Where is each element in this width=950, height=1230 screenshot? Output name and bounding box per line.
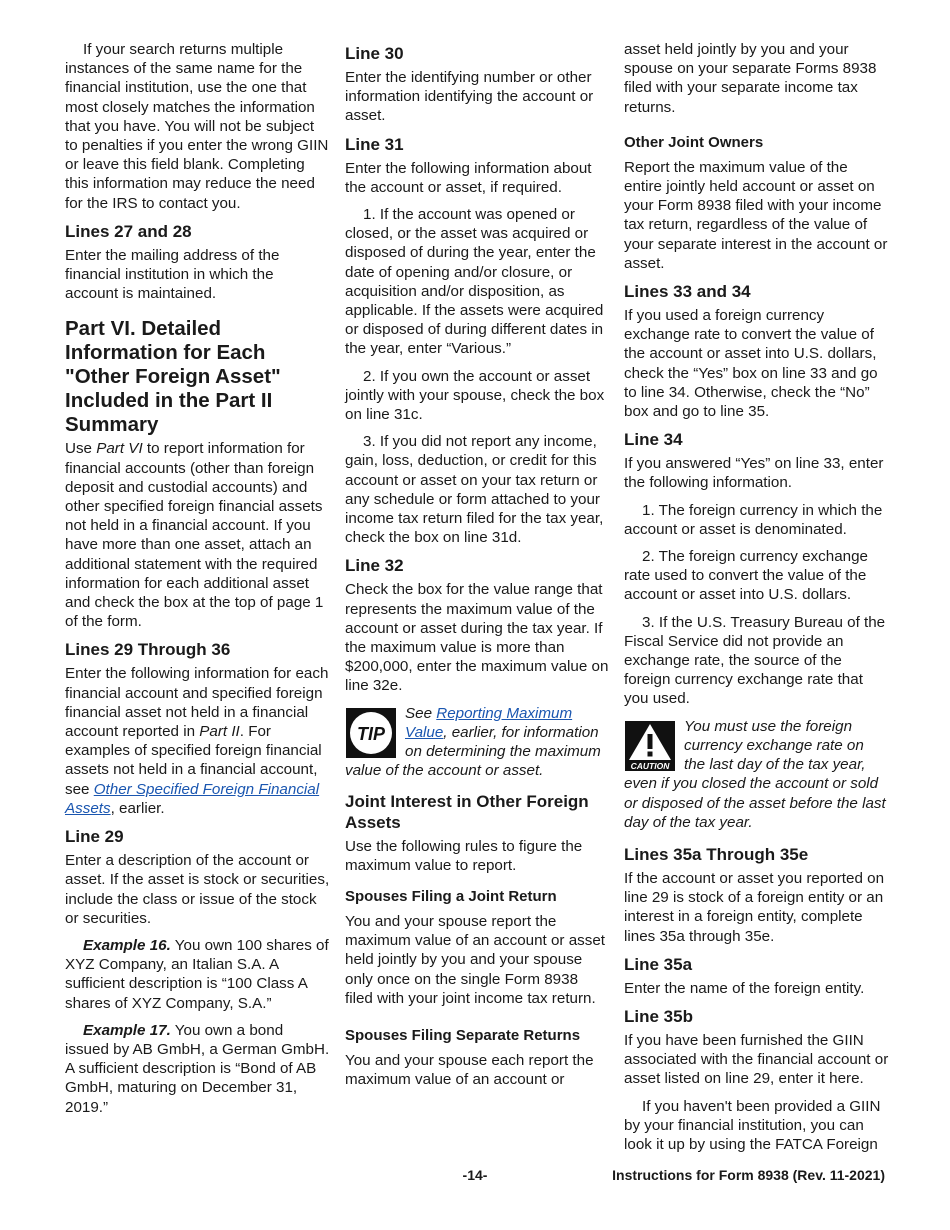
column-middle xyxy=(345,40,610,1097)
link-other-specified-foreign-financial-assets[interactable]: Other Specified Foreign Financial Assets xyxy=(65,780,320,817)
form-reference: Instructions for Form 8938 (Rev. 11-2021) xyxy=(612,1167,885,1183)
heading-lines-29-36: Lines 29 Through 36 xyxy=(65,640,231,660)
paragraph-line-31: Enter the following information about the account or asset, if required. xyxy=(345,159,592,196)
tip-icon xyxy=(345,707,397,759)
link-reporting-maximum-value[interactable]: Reporting Maximum Value xyxy=(405,704,573,741)
heading-part-vi: Part VI. Detailed Information for Each "Other Foreign Asset" Included in the Part II Summary xyxy=(65,317,281,437)
list-item: 3. If the U.S. Treasury Bureau of the Fiscal Service did not provide an exchange rate, the source of the foreign currency exchange rate that you used. xyxy=(624,613,886,708)
heading-lines-27-28: Lines 27 and 28 xyxy=(65,221,192,241)
heading-line-32: Line 32 xyxy=(345,556,404,576)
caution-icon xyxy=(624,720,676,772)
heading-line-35a: Line 35a xyxy=(624,954,693,974)
paragraph-line-35a: Enter the name of the foreign entity. xyxy=(624,979,865,997)
list-item: 2. If you own the account or asset jointly with your spouse, check the box on line 31c. xyxy=(345,367,605,424)
heading-line-35b: Line 35b xyxy=(624,1006,693,1026)
column-right xyxy=(624,40,889,1162)
paragraph-line-29: Enter a description of the account or asset. If the asset is stock or securities, include the class or issue of the stock or securities. xyxy=(65,852,330,927)
example-17: Example 17. You own a bond issued by AB GmbH, a German GmbH. A sufficient description is “Bond of AB GmbH, maturing on December 31, 2019.” xyxy=(65,1021,330,1116)
list-item: 1. The foreign currency in which the account or asset is denominated. xyxy=(624,501,883,538)
heading-line-34: Line 34 xyxy=(624,430,683,450)
paragraph-lines-33-34: If you used a foreign currency exchange rate to convert the value of the account or asset into U.S. dollars, check the “Yes” box on line 33 and go to line 34. Otherwise, check the “No” box and go to line 35. xyxy=(624,307,878,421)
paragraph-lines-29-36: Enter the following information for each financial account and specified foreign financial asset not held in a financial account reported in Part II. For examples of specified foreign financial assets not held in a financial account, see Other Specified Foreign Financial Assets, earlier. xyxy=(65,665,329,817)
paragraph-line-35b: If you have been furnished the GIIN associated with the financial account or asset listed on line 29, enter it here. xyxy=(624,1031,889,1088)
paragraph-search-results: If your search returns multiple instances of the same name for the financial institution, use the one that most closely matches the information that you have. You will not be subject to penalties if you enter the wrong GIIN or leave this field blank. Completing this information may reduce the need for the IRS to contact you. xyxy=(65,41,329,212)
heading-line-29: Line 29 xyxy=(65,827,124,847)
caution-badge-label: CAUTION xyxy=(630,760,670,771)
heading-joint-interest: Joint Interest in Other Foreign Assets xyxy=(345,791,589,832)
list-item: 3. If you did not report any income, gain, loss, deduction, or credit for this account or asset on your tax return or any schedule or form attached to your income tax return filed for the tax year, check the box on line 31d. xyxy=(345,433,604,547)
paragraph-line-34: If you answered “Yes” on line 33, enter the following information. xyxy=(624,455,884,492)
paragraph-other-joint-owners: Report the maximum value of the entire jointly held account or asset on your Form 8938 filed with your income tax return, regardless of the value of your separate interest in the account or asset. xyxy=(624,158,888,272)
heading-line-31: Line 31 xyxy=(345,134,404,154)
heading-spouses-joint-return: Spouses Filing a Joint Return xyxy=(345,887,557,905)
heading-lines-35a-35e: Lines 35a Through 35e xyxy=(624,844,809,864)
caution-text: You must use the foreign currency exchange rate on the last day of the tax year, even if you closed the account or sold or disposed of the asset before the last day of the tax year. xyxy=(624,717,886,831)
heading-spouses-separate-returns: Spouses Filing Separate Returns xyxy=(345,1026,581,1044)
example-16: Example 16. You own 100 shares of XYZ Company, an Italian S.A. A sufficient description is “100 Class A shares of XYZ Company, S.A.” xyxy=(65,936,329,1012)
heading-line-30: Line 30 xyxy=(345,44,404,63)
list-item: 2. The foreign currency exchange rate used to convert the value of the account or asset into U.S. dollars. xyxy=(624,548,868,604)
paragraph-lines-35a-35e: If the account or asset you reported on line 29 is stock of a foreign entity or an interest in a foreign entity, complete lines 35a through 35e. xyxy=(624,869,885,945)
heading-lines-33-34: Lines 33 and 34 xyxy=(624,282,751,302)
page-number: -14- xyxy=(462,1167,488,1183)
tip-badge-label: TIP xyxy=(356,723,386,744)
paragraph-joint-interest: Use the following rules to figure the maximum value to report. xyxy=(345,837,583,874)
paragraph-line-35b-giin: If you haven't been provided a GIIN by your financial institution, you can look it up by using the FATCA Foreign xyxy=(624,1097,881,1153)
paragraph-line-30: Enter the identifying number or other information identifying the account or asset. xyxy=(345,69,594,125)
paragraph-spouses-joint-return: You and your spouse report the maximum value of an account or asset held jointly by you and your spouse only once on the single Form 8938 filed with your joint income tax return. xyxy=(345,912,605,1007)
list-item: 1. If the account was opened or closed, or the asset was acquired or disposed of during the year, enter the date of opening and/or closure, or acquisition and/or disposition, as applicable. If the assets were acquired or disposed of during different dates in the year, enter “Various.” xyxy=(345,206,604,358)
paragraph-continued: asset held jointly by you and your spouse on your separate Forms 8938 filed with your separate income tax returns. xyxy=(624,41,877,116)
tip-callout: TIP See Reporting Maximum Value, earlier, for information on determining the maximum value of the account or asset. xyxy=(345,704,601,780)
paragraph-line-32: Check the box for the value range that represents the maximum value of the account or asset during the tax year. If the maximum value is more than $200,000, enter the maximum value on line 32e. xyxy=(345,581,609,695)
caution-callout xyxy=(624,717,889,832)
paragraph-lines-27-28: Enter the mailing address of the financial institution in which the account is maintained. xyxy=(65,246,280,303)
heading-other-joint-owners: Other Joint Owners xyxy=(624,133,764,151)
paragraph-spouses-separate-returns: You and your spouse each report the maximum value of an account or xyxy=(345,1051,594,1089)
paragraph-part-vi: Use Part VI to report information for financial accounts (other than foreign deposit and custodial accounts) and other specified foreign financial assets not held in a financial account. If you have more than one asset, attach an additional statement with the required information for each additional asset and check the box at the top of page 1 of the form. xyxy=(65,440,324,631)
column-left xyxy=(65,40,330,1125)
